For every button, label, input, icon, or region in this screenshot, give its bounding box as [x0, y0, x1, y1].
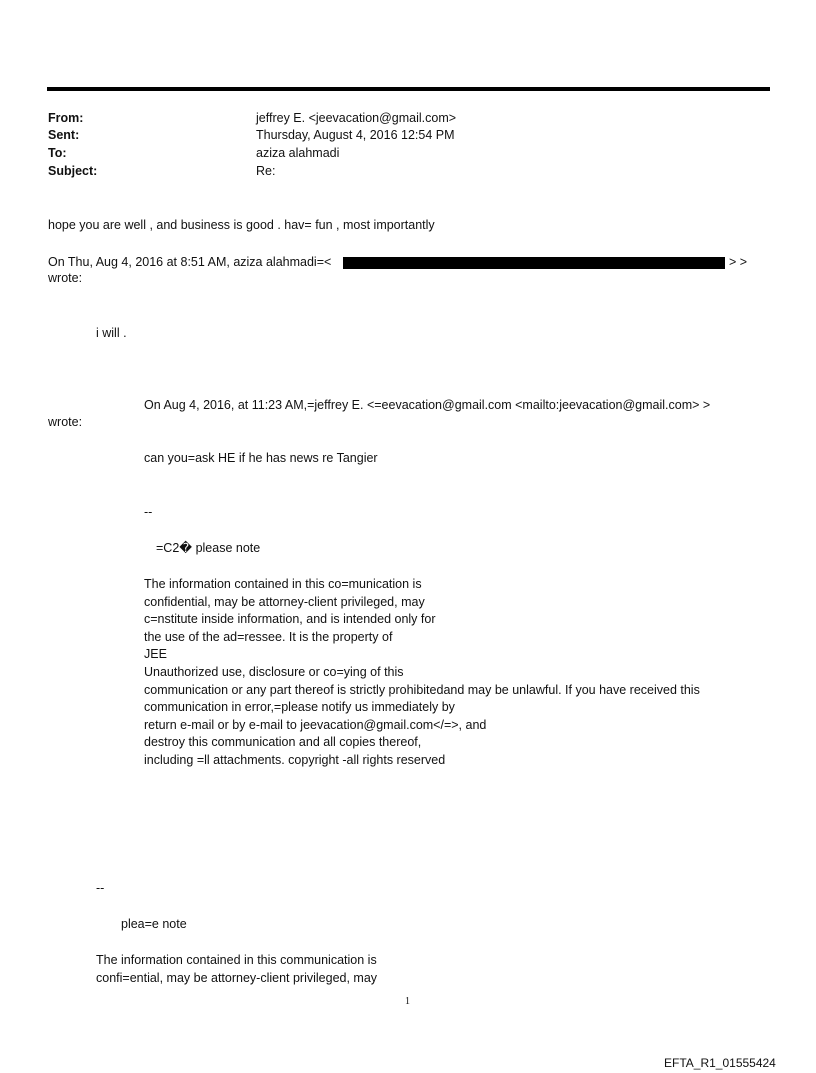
disclaimer-line: communication in error,=please notify us immediately by	[144, 700, 455, 715]
disclaimer-line: Unauthorized use, disclosure or co=ying of this	[144, 664, 404, 679]
redaction-bar	[343, 257, 725, 269]
disclaimer-line: The information contained in this co=munication is	[144, 577, 422, 591]
to-label: To:	[48, 146, 67, 160]
quote1-prefix: On Thu, Aug 4, 2016 at 8:51 AM, aziza alahmadi=<	[48, 255, 332, 269]
please-note-2: plea=e note	[121, 917, 187, 931]
quote1-suffix: > >	[729, 255, 748, 269]
disclaimer-line: communication or any part thereof is strictly prohibitedand may be unlawful. If you have received this	[144, 682, 700, 697]
reply-line: i will .	[96, 326, 127, 340]
body-line-1: hope you are well , and business is good . hav= fun , most importantly	[48, 218, 435, 232]
from-value: jeffrey E. <jeevacation@gmail.com>	[256, 111, 457, 125]
disclaimer-line: confidential, may be attorney-client privileged, may	[144, 594, 425, 609]
disclaimer-1	[144, 576, 700, 770]
quote2-wrote: wrote:	[48, 415, 83, 429]
page-number: 1	[405, 996, 410, 1007]
disclaimer-line: return e-mail or by e-mail to jeevacation@gmail.com</=>, and	[144, 717, 487, 732]
quote2-header: On Aug 4, 2016, at 11:23 AM,=jeffrey E. <=eevacation@gmail.com <mailto:jeevacation@gmail.com> >	[144, 398, 711, 412]
disclaimer-line: the use of the ad=ressee. It is the property of	[144, 629, 393, 644]
from-label: From:	[48, 111, 84, 125]
signature-separator: --	[144, 505, 153, 519]
disclaimer-2	[96, 952, 377, 987]
please-note-1: =C2� please note	[156, 541, 261, 555]
sent-value: Thursday, August 4, 2016 12:54 PM	[256, 128, 455, 142]
disclaimer-line: JEE	[144, 647, 167, 662]
disclaimer-line: destroy this communication and all copies thereof,	[144, 735, 422, 750]
subject-value: Re:	[256, 164, 276, 178]
question-line: can you=ask HE if he has news re Tangier	[144, 451, 378, 465]
signature-separator-2: --	[96, 881, 105, 895]
disclaimer-line: The information contained in this communication is	[96, 953, 377, 967]
quote1-wrote: wrote:	[48, 271, 83, 285]
header-rule	[47, 87, 770, 91]
subject-label: Subject:	[48, 164, 98, 178]
disclaimer-line: c=nstitute inside information, and is intended only for	[144, 612, 436, 627]
disclaimer-line: confi=ential, may be attorney-client privileged, may	[96, 970, 378, 985]
to-value: aziza alahmadi	[256, 146, 340, 160]
sent-label: Sent:	[48, 128, 80, 142]
disclaimer-line: including =ll attachments. copyright -all rights reserved	[144, 752, 446, 767]
bates-number: EFTA_R1_01555424	[664, 1056, 776, 1070]
